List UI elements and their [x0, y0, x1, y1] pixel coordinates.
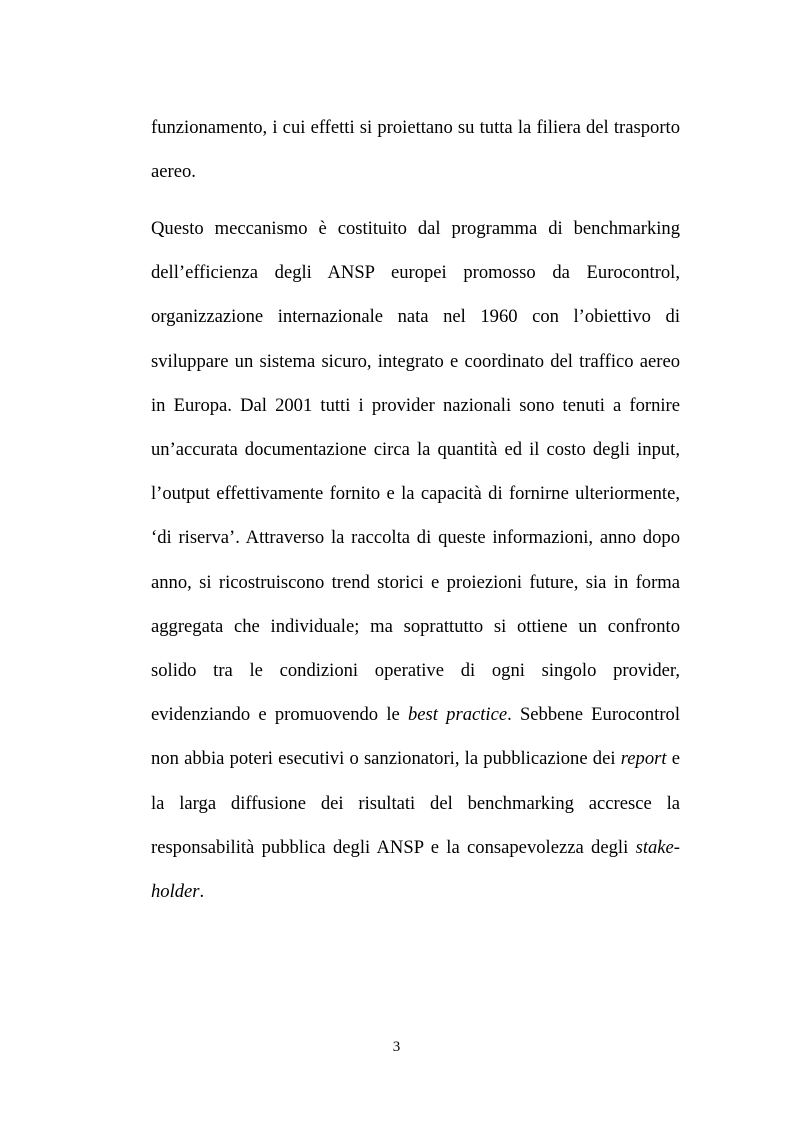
paragraph-continuation: funzionamento, i cui effetti si proiettano su tutta la filiera del trasporto aereo.: [151, 117, 680, 183]
paragraph-eurocontrol: [151, 207, 680, 914]
italic-term-report: report: [620, 748, 667, 770]
paragraph-text-part-4: .: [199, 881, 205, 903]
italic-term-stake-holder: stake-holder: [151, 836, 680, 903]
paragraph-text-part-1: Questo meccanismo è costituito dal programma di benchmarking dell’efficienza degli ANSP europei promosso da Eurocontrol, organizzazione internazionale nata nel 1960 con l’obiettivo di sviluppare un sistema sicuro, integrato e coordinato del traffico aereo in Europa. Dal 2001 tutti i provider nazionali sono tenuti a fornire un’accurata documentazione circa la quantità ed il costo degli input, l’output effettivamente fornito e la capacità di fornirne ulteriormente, ‘di riserva’. Attraverso la raccolta di queste informazioni, anno dopo anno, si ricostruiscono trend storici e proiezioni future, sia in forma aggregata che individuale; ma soprattutto si ottiene un confronto solido tra le condizioni operative di ogni singolo provider, evidenziando e promuovendo le: [151, 218, 680, 726]
paragraph-text-part-3: e la larga diffusione dei risultati del benchmarking accresce la responsabilità pubblica degli ANSP e la consapevolezza degli: [151, 748, 680, 858]
italic-term-best-practice: best practice: [407, 704, 508, 726]
page-number: 3: [392, 1039, 401, 1055]
paragraph-text-part-2: . Sebbene Eurocontrol non abbia poteri esecutivi o sanzionatori, la pubblicazione dei: [151, 704, 680, 770]
